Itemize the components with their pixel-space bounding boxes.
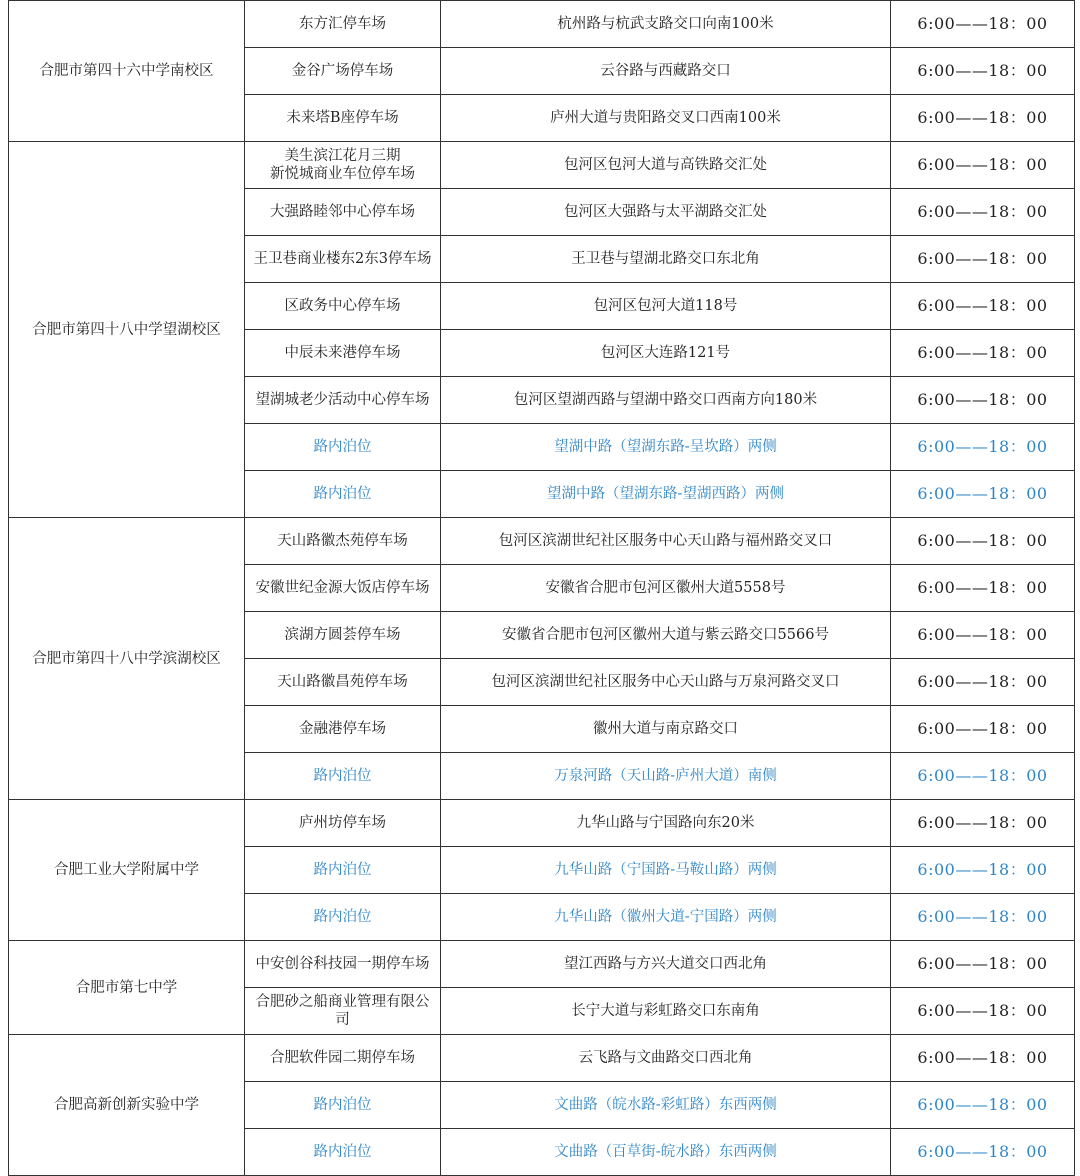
hours-cell: 6:00——18：00 [891, 95, 1075, 142]
school-name-cell: 合肥市第七中学 [9, 941, 245, 1035]
hours-cell: 6:00——18：00 [891, 800, 1075, 847]
lot-name-cell: 王卫巷商业楼东2东3停车场 [245, 236, 441, 283]
location-cell: 包河区大连路121号 [441, 330, 891, 377]
hours-cell: 6:00——18：00 [891, 941, 1075, 988]
lot-name-cell: 滨湖方圆荟停车场 [245, 612, 441, 659]
hours-cell: 6:00——18：00 [891, 565, 1075, 612]
lot-name-cell: 合肥软件园二期停车场 [245, 1035, 441, 1082]
hours-cell: 6:00——18：00 [891, 236, 1075, 283]
location-cell: 安徽省合肥市包河区徽州大道5558号 [441, 565, 891, 612]
lot-name-cell: 路内泊位 [245, 1129, 441, 1176]
hours-cell: 6:00——18：00 [891, 330, 1075, 377]
location-cell: 包河区滨湖世纪社区服务中心天山路与万泉河路交叉口 [441, 659, 891, 706]
location-cell: 徽州大道与南京路交口 [441, 706, 891, 753]
hours-cell: 6:00——18：00 [891, 283, 1075, 330]
lot-name-cell: 路内泊位 [245, 471, 441, 518]
location-cell: 包河区望湖西路与望湖中路交口西南方向180米 [441, 377, 891, 424]
table-row [9, 142, 1075, 189]
lot-name-cell: 大强路睦邻中心停车场 [245, 189, 441, 236]
hours-cell: 6:00——18：00 [891, 894, 1075, 941]
hours-cell: 6:00——18：00 [891, 189, 1075, 236]
location-cell: 包河区包河大道与高铁路交汇处 [441, 142, 891, 189]
hours-cell: 6:00——18：00 [891, 377, 1075, 424]
lot-name-cell: 路内泊位 [245, 424, 441, 471]
hours-cell: 6:00——18：00 [891, 612, 1075, 659]
hours-cell: 6:00——18：00 [891, 1, 1075, 48]
school-name-cell: 合肥高新创新实验中学 [9, 1035, 245, 1176]
parking-table [8, 0, 1075, 1176]
lot-name-cell: 天山路徽昌苑停车场 [245, 659, 441, 706]
lot-name-cell: 东方汇停车场 [245, 1, 441, 48]
lot-name-cell: 中安创谷科技园一期停车场 [245, 941, 441, 988]
location-cell: 王卫巷与望湖北路交口东北角 [441, 236, 891, 283]
hours-cell: 6:00——18：00 [891, 1129, 1075, 1176]
hours-cell: 6:00——18：00 [891, 753, 1075, 800]
school-name-cell: 合肥工业大学附属中学 [9, 800, 245, 941]
location-cell: 九华山路（宁国路-马鞍山路）两侧 [441, 847, 891, 894]
location-cell: 包河区滨湖世纪社区服务中心天山路与福州路交叉口 [441, 518, 891, 565]
parking-table-body [9, 1, 1075, 1176]
school-name-cell: 合肥市第四十八中学望湖校区 [9, 142, 245, 518]
table-row [9, 1, 1075, 48]
lot-name-cell: 金谷广场停车场 [245, 48, 441, 95]
lot-name-cell: 中辰未来港停车场 [245, 330, 441, 377]
location-cell: 文曲路（皖水路-彩虹路）东西两侧 [441, 1082, 891, 1129]
location-cell: 望江西路与方兴大道交口西北角 [441, 941, 891, 988]
location-cell: 长宁大道与彩虹路交口东南角 [441, 988, 891, 1035]
lot-name-cell: 庐州坊停车场 [245, 800, 441, 847]
lot-name-cell: 区政务中心停车场 [245, 283, 441, 330]
hours-cell: 6:00——18：00 [891, 471, 1075, 518]
hours-cell: 6:00——18：00 [891, 988, 1075, 1035]
table-row [9, 518, 1075, 565]
location-cell: 包河区大强路与太平湖路交汇处 [441, 189, 891, 236]
location-cell: 安徽省合肥市包河区徽州大道与紫云路交口5566号 [441, 612, 891, 659]
location-cell: 万泉河路（天山路-庐州大道）南侧 [441, 753, 891, 800]
location-cell: 九华山路（徽州大道-宁国路）两侧 [441, 894, 891, 941]
lot-name-cell: 路内泊位 [245, 753, 441, 800]
lot-name-cell: 金融港停车场 [245, 706, 441, 753]
hours-cell: 6:00——18：00 [891, 1035, 1075, 1082]
lot-name-cell: 合肥砂之船商业管理有限公司 [245, 988, 441, 1035]
hours-cell: 6:00——18：00 [891, 1082, 1075, 1129]
school-name-cell: 合肥市第四十六中学南校区 [9, 1, 245, 142]
table-row [9, 800, 1075, 847]
lot-name-cell: 未来塔B座停车场 [245, 95, 441, 142]
location-cell: 云谷路与西藏路交口 [441, 48, 891, 95]
location-cell: 包河区包河大道118号 [441, 283, 891, 330]
school-name-cell: 合肥市第四十八中学滨湖校区 [9, 518, 245, 800]
location-cell: 望湖中路（望湖东路-呈坎路）两侧 [441, 424, 891, 471]
hours-cell: 6:00——18：00 [891, 847, 1075, 894]
hours-cell: 6:00——18：00 [891, 706, 1075, 753]
lot-name-cell: 路内泊位 [245, 1082, 441, 1129]
lot-name-cell: 路内泊位 [245, 894, 441, 941]
location-cell: 云飞路与文曲路交口西北角 [441, 1035, 891, 1082]
lot-name-cell: 天山路徽杰苑停车场 [245, 518, 441, 565]
lot-name-cell: 美生滨江花月三期 新悦城商业车位停车场 [245, 142, 441, 189]
hours-cell: 6:00——18：00 [891, 142, 1075, 189]
location-cell: 庐州大道与贵阳路交叉口西南100米 [441, 95, 891, 142]
hours-cell: 6:00——18：00 [891, 424, 1075, 471]
table-row [9, 1035, 1075, 1082]
table-row [9, 941, 1075, 988]
location-cell: 望湖中路（望湖东路-望湖西路）两侧 [441, 471, 891, 518]
hours-cell: 6:00——18：00 [891, 659, 1075, 706]
hours-cell: 6:00——18：00 [891, 518, 1075, 565]
location-cell: 文曲路（百草街-皖水路）东西两侧 [441, 1129, 891, 1176]
hours-cell: 6:00——18：00 [891, 48, 1075, 95]
location-cell: 九华山路与宁国路向东20米 [441, 800, 891, 847]
lot-name-cell: 路内泊位 [245, 847, 441, 894]
location-cell: 杭州路与杭武支路交口向南100米 [441, 1, 891, 48]
lot-name-cell: 望湖城老少活动中心停车场 [245, 377, 441, 424]
lot-name-cell: 安徽世纪金源大饭店停车场 [245, 565, 441, 612]
